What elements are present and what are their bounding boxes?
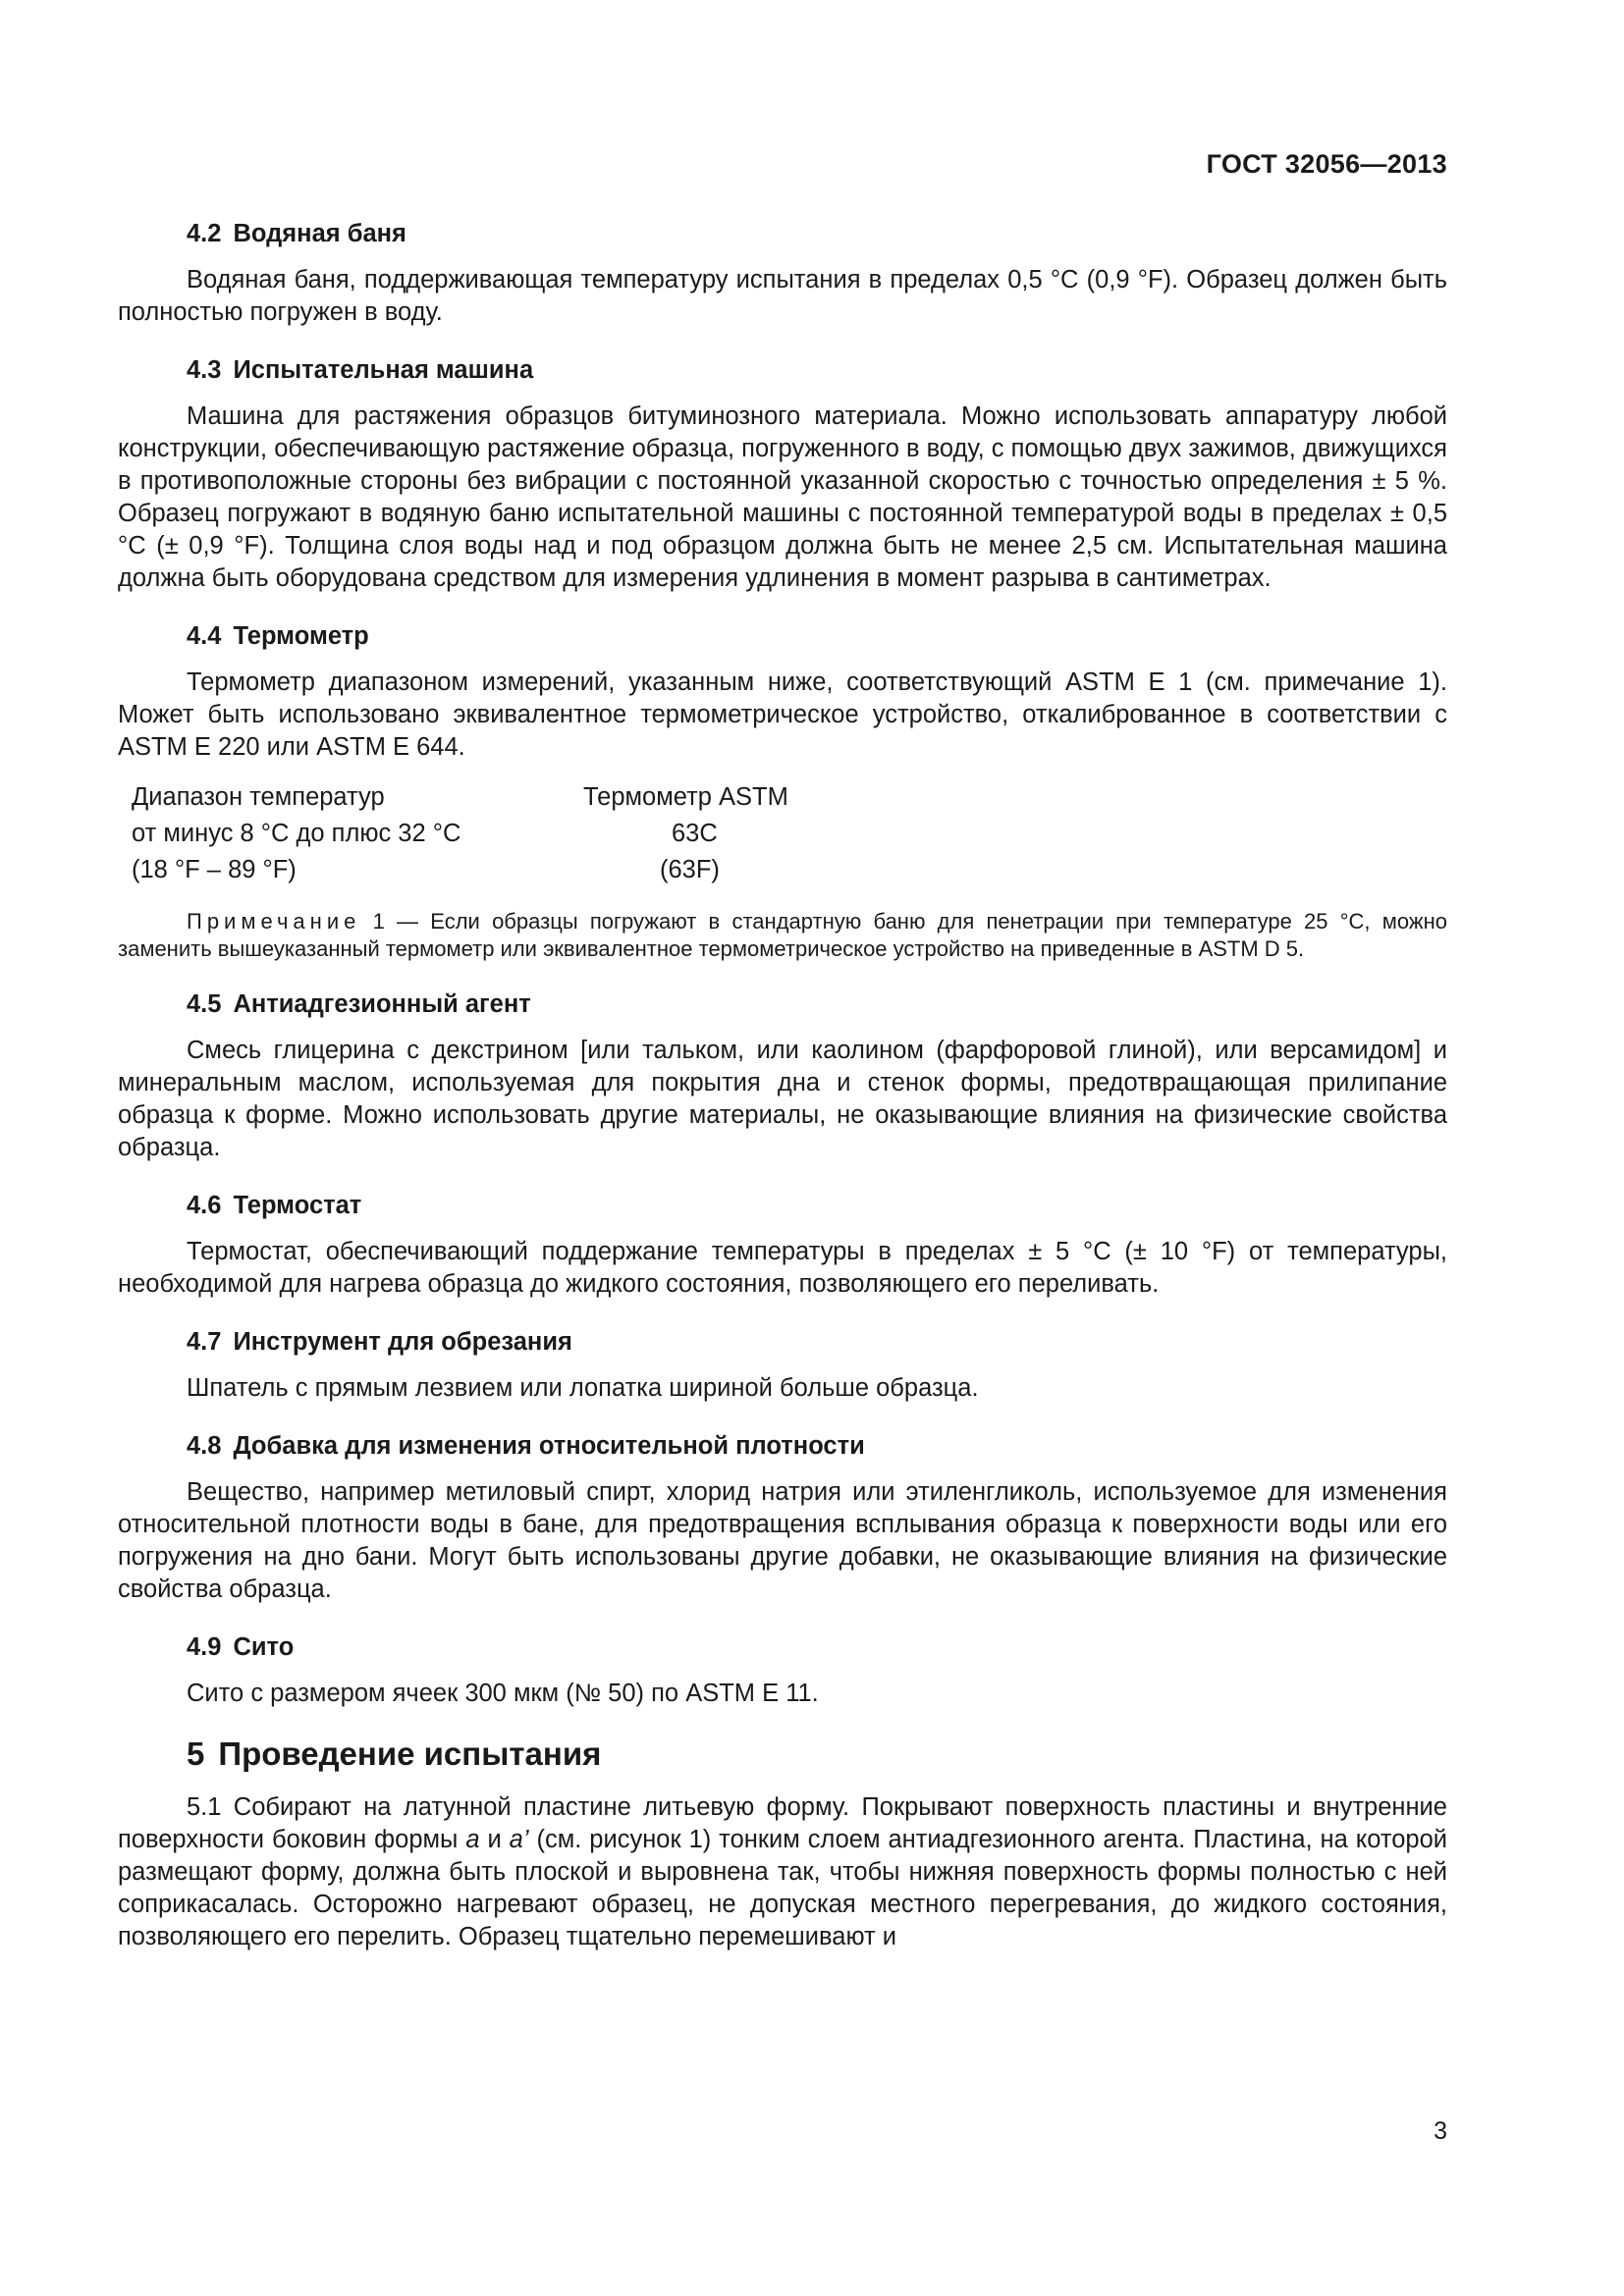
italic-symbol: a	[465, 1826, 480, 1853]
note-1	[118, 908, 1447, 963]
section-number: 4.2	[187, 220, 222, 247]
section-heading-4-3	[118, 354, 1447, 387]
section-title: Испытательная машина	[233, 356, 534, 384]
section-heading-5	[118, 1737, 1447, 1770]
section-number: 4.8	[187, 1432, 222, 1460]
section-text-4-8: Вещество, например метиловый спирт, хлорид натрия или этиленгликоль, используемое для изменения относительной плотности воды в бане, для предотвращения всплывания образца к поверхности воды или его погружения на дно бани. Могут быть использованы другие добавки, не оказывающие влияния на физические свойства образца.	[118, 1478, 1447, 1603]
table-row	[132, 818, 966, 854]
section-text-4-9: Сито с размером ячеек 300 мкм (№ 50) по ASTM E 11.	[187, 1680, 819, 1707]
table-cell: (63F)	[660, 856, 720, 883]
document-code: ГОСТ 32056—2013	[1206, 149, 1447, 179]
note-text: 1 — Если образцы погружают в стандартную баню для пенетрации при температуре 25 °С, можно заменить вышеуказанный термометр или эквивалентное термометрическое устройство на приведенные в ASTM D 5.	[118, 909, 1447, 961]
table-cell: от минус 8 °С до плюс 32 °С	[132, 820, 461, 847]
note-label: Примечание	[187, 909, 361, 934]
section-title: Термостат	[233, 1192, 362, 1219]
text-run: и	[479, 1826, 510, 1853]
section-number: 4.7	[187, 1328, 222, 1356]
section-title: Сито	[233, 1633, 295, 1661]
section-heading-4-9	[118, 1631, 1447, 1664]
table-cell: 63C	[672, 820, 718, 847]
table-row	[132, 854, 966, 890]
section-heading-4-4	[118, 620, 1447, 653]
section-text-4-3: Машина для растяжения образцов битуминозного материала. Можно использовать аппаратуру любой конструкции, обеспечивающую растяжение образца, погруженного в воду, с помощью двух зажимов, движущихся в противоположные стороны без вибрации с постоянной указанной скоростью с точностью определения ± 5 %. Образец погружают в водяную баню испытательной машины с постоянной температурой воды в пределах ± 0,5 °С (± 0,9 °F). Толщина слоя воды над и под образцом должна быть не менее 2,5 см. Испытательная машина должна быть оборудована средством для измерения удлинения в момент разрыва в сантиметрах.	[118, 402, 1447, 592]
table-row	[132, 781, 966, 818]
section-text-4-5: Смесь глицерина с декстрином [или тальком, или каолином (фарфоровой глиной), или версамидом] и минеральным маслом, используемая для покрытия дна и стенок формы, предотвращающая прилипание образца к форме. Можно использовать другие материалы, не оказывающие влияния на физические свойства образца.	[118, 1037, 1447, 1161]
section-heading-4-5	[118, 988, 1447, 1021]
section-title: Антиадгезионный агент	[233, 990, 531, 1018]
section-heading-4-2	[118, 218, 1447, 250]
page-content	[118, 218, 1447, 1979]
italic-symbol: a’	[509, 1826, 529, 1853]
section-title: Проведение испытания	[218, 1735, 602, 1772]
section-title: Водяная баня	[233, 220, 406, 247]
section-title: Добавка для изменения относительной плотности	[233, 1432, 865, 1460]
thermometer-table	[132, 781, 966, 890]
section-text-5-1	[118, 1791, 1447, 1953]
section-title: Инструмент для обрезания	[233, 1328, 572, 1356]
section-heading-4-7	[118, 1326, 1447, 1359]
section-text-4-4: Термометр диапазоном измерений, указанным ниже, соответствующий ASTM E 1 (см. примечание 1). Может быть использовано эквивалентное термометрическое устройство, откалиброванное в соответствии с ASTM E 220 или ASTM E 644.	[118, 668, 1447, 761]
section-heading-4-6	[118, 1190, 1447, 1222]
section-text-4-6: Термостат, обеспечивающий поддержание температуры в пределах ± 5 °С (± 10 °F) от температуры, необходимой для нагрева образца до жидкого состояния, позволяющего его переливать.	[118, 1238, 1447, 1298]
section-number: 4.3	[187, 356, 222, 384]
page-number: 3	[1434, 2117, 1447, 2145]
text-run: (см. рисунок 1) тонким слоем антиадгезионного агента. Пластина, на которой размещают форму, должна быть плоской и выровнена так, чтобы нижняя поверхность формы полностью с ней соприкасалась. Осторожно нагревают образец, не допуская местного перегревания, до жидкого состояния, позволяющего его перелить. Образец тщательно перемешивают и	[118, 1826, 1448, 1950]
text-run: 5.1 Собирают на латунной пластине литьевую форму. Покрывают поверхность пластины и внутренние поверхности боковин формы	[118, 1793, 1447, 1853]
section-heading-4-8	[118, 1430, 1447, 1463]
section-number: 4.4	[187, 622, 222, 650]
section-text-4-7: Шпатель с прямым лезвием или лопатка шириной больше образца.	[187, 1374, 979, 1402]
table-cell: Диапазон температур	[132, 783, 385, 811]
section-number: 4.5	[187, 990, 222, 1018]
section-text-4-2: Водяная баня, поддерживающая температуру испытания в пределах 0,5 °С (0,9 °F). Образец должен быть полностью погружен в воду.	[118, 266, 1447, 326]
table-cell: (18 °F – 89 °F)	[132, 856, 297, 883]
section-number: 5	[187, 1735, 205, 1772]
table-cell: Термометр ASTM	[583, 783, 788, 811]
section-title: Термометр	[233, 622, 369, 650]
section-number: 4.6	[187, 1192, 222, 1219]
section-number: 4.9	[187, 1633, 222, 1661]
